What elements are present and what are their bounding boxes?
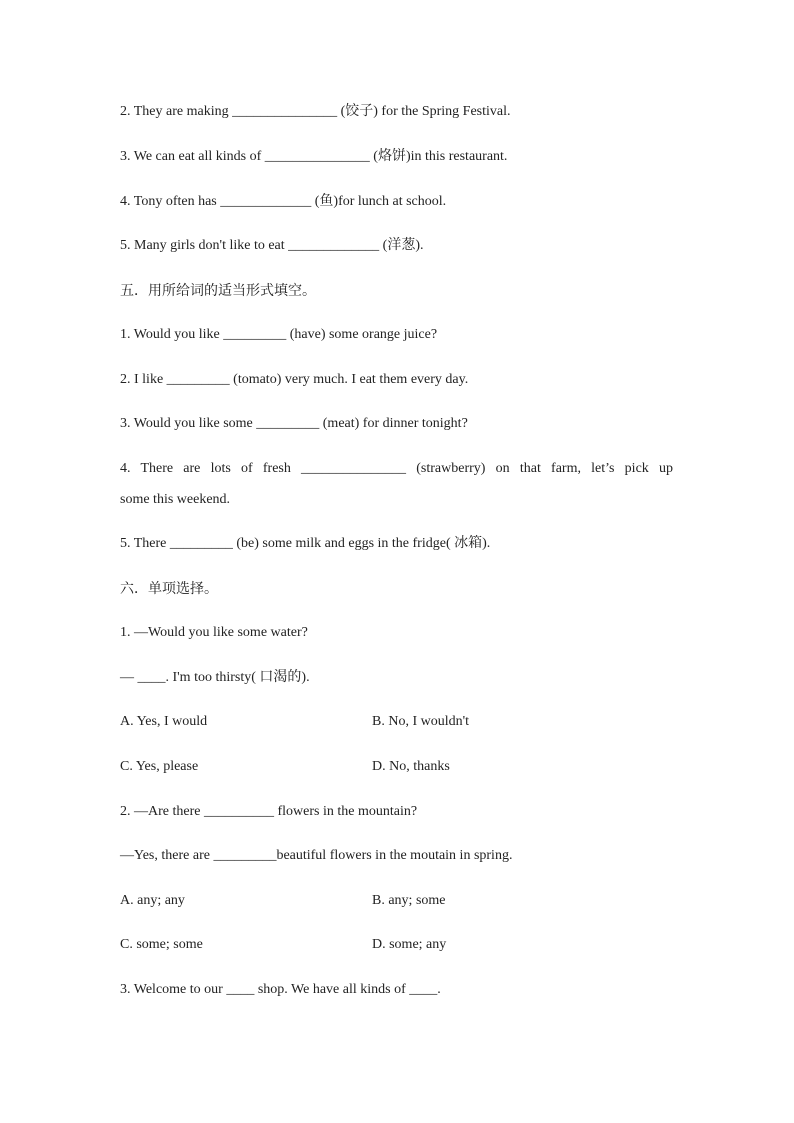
question-s5-2: 2. I like _________ (tomato) very much. I eat them every day. <box>120 372 469 387</box>
option-s6-1-a: A. Yes, I would <box>120 714 208 729</box>
question-s5-4-continued: some this weekend. <box>120 492 231 507</box>
option-s6-2-a: A. any; any <box>120 893 185 908</box>
question-s4-2: 2. They are making _______________ (饺子) for the Spring Festival. <box>120 104 511 119</box>
question-s4-4: 4. Tony often has _____________ (鱼)for lunch at school. <box>120 194 447 209</box>
option-s6-1-d: D. No, thanks <box>372 759 450 774</box>
question-s6-3: 3. Welcome to our ____ shop. We have all kinds of ____. <box>120 982 441 997</box>
option-s6-1-b: B. No, I wouldn't <box>372 714 470 729</box>
question-s6-1-reply: — ____. I'm too thirsty( 口渴的). <box>120 670 310 685</box>
option-s6-2-d: D. some; any <box>372 937 447 952</box>
question-s6-2: 2. —Are there __________ flowers in the mountain? <box>120 804 418 819</box>
section-five-heading: 五．用所给词的适当形式填空。 <box>120 283 316 299</box>
question-s6-2-reply: —Yes, there are _________beautiful flowers in the moutain in spring. <box>120 848 513 863</box>
option-s6-2-c: C. some; some <box>120 937 203 952</box>
question-s5-5: 5. There _________ (be) some milk and eggs in the fridge( 冰箱). <box>120 536 491 551</box>
question-s5-1: 1. Would you like _________ (have) some orange juice? <box>120 327 438 342</box>
question-s4-5: 5. Many girls don't like to eat _____________ (洋葱). <box>120 238 424 253</box>
question-s5-4: 4. There are lots of fresh _______________ (strawberry) on that farm, let’s pick up <box>120 461 673 476</box>
question-s5-3: 3. Would you like some _________ (meat) for dinner tonight? <box>120 416 468 431</box>
question-s6-1: 1. —Would you like some water? <box>120 625 308 640</box>
section-six-heading: 六．单项选择。 <box>120 581 218 597</box>
question-s4-3: 3. We can eat all kinds of _______________ (烙饼)in this restaurant. <box>120 149 508 164</box>
option-s6-2-b: B. any; some <box>372 893 446 908</box>
option-s6-1-c: C. Yes, please <box>120 759 199 774</box>
